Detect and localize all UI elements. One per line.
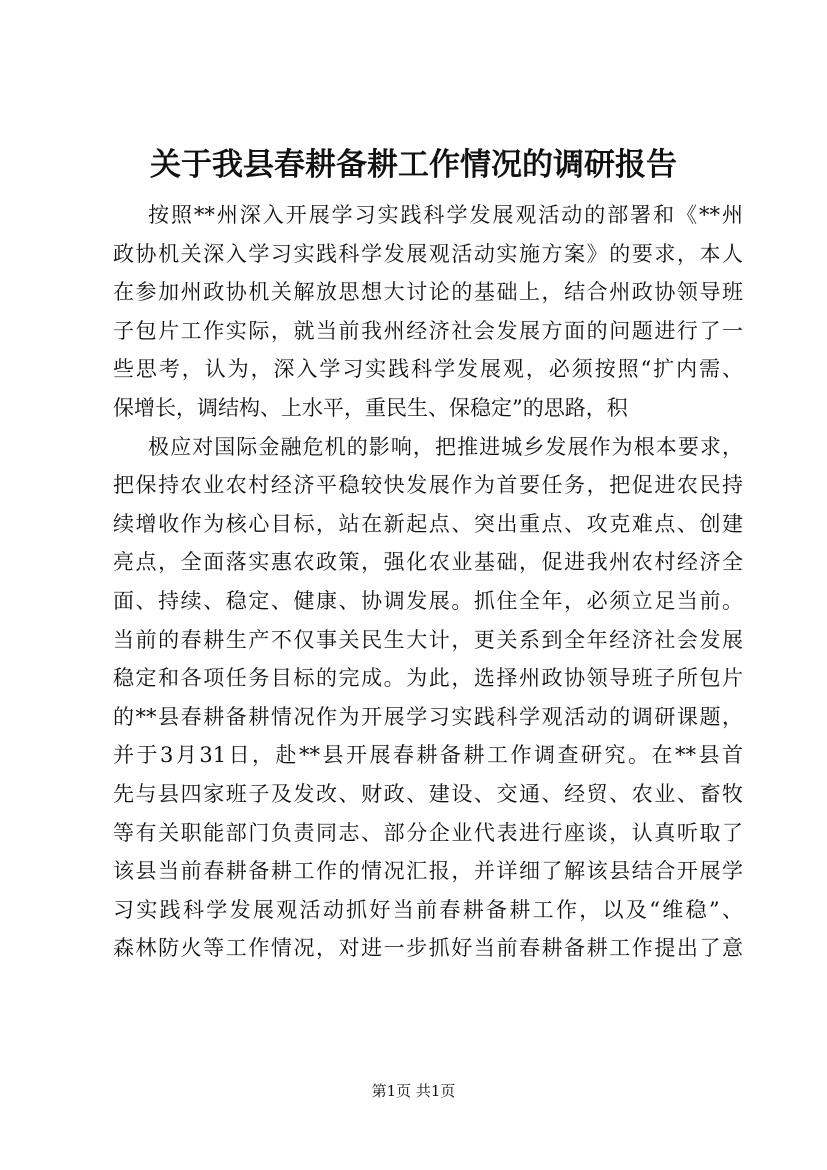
body-line: 保增长，调结构、上水平，重民生、保稳定”的思路，积 — [113, 395, 628, 420]
body-line: 等有关职能部门负责同志、部分企业代表进行座谈，认真听取了 — [113, 820, 743, 845]
body-line: 森林防火等工作情况，对进一步抓好当前春耕备耕工作提出了意 — [113, 936, 743, 961]
document-body — [113, 196, 743, 968]
body-line: 的**县春耕备耕情况作为开展学习实践科学观活动的调研课题， — [113, 704, 743, 729]
body-line: 极应对国际金融危机的影响，把推进城乡发展作为根本要求， — [148, 434, 743, 459]
document-title: 关于我县春耕备耕工作情况的调研报告 — [150, 147, 677, 183]
body-line: 并于3月31日，赴**县开展春耕备耕工作调查研究。在**县首 — [113, 743, 743, 768]
body-line: 面、持续、稳定、健康、协调发展。抓住全年，必须立足当前。 — [113, 588, 743, 613]
body-line: 把保持农业农村经济平稳较快发展作为首要任务，把促进农民持 — [113, 473, 743, 498]
body-line: 习实践科学发展观活动抓好当前春耕备耕工作，以及“维稳”、 — [113, 897, 743, 922]
body-line: 先与县四家班子及发改、财政、建设、交通、经贸、农业、畜牧 — [113, 781, 743, 806]
body-line: 亮点，全面落实惠农政策，强化农业基础，促进我州农村经济全 — [113, 550, 743, 575]
body-line: 稳定和各项任务目标的完成。为此，选择州政协领导班子所包片 — [113, 666, 743, 691]
body-line: 按照**州深入开展学习实践科学发展观活动的部署和《**州 — [148, 203, 743, 227]
body-line: 当前的春耕生产不仅事关民生大计，更关系到全年经济社会发展 — [113, 627, 743, 652]
page-number-footer: 第1页 共1页 — [371, 1082, 456, 1100]
body-line: 政协机关深入学习实践科学发展观活动实施方案》的要求，本人 — [113, 241, 743, 266]
body-line: 该县当前春耕备耕工作的情况汇报，并详细了解该县结合开展学 — [113, 859, 743, 884]
body-line: 在参加州政协机关解放思想大讨论的基础上，结合州政协领导班 — [113, 280, 743, 305]
body-line: 子包片工作实际，就当前我州经济社会发展方面的问题进行了一 — [113, 318, 743, 343]
body-line: 续增收作为核心目标，站在新起点、突出重点、攻克难点、创建 — [113, 511, 743, 536]
body-line: 些思考，认为，深入学习实践科学发展观，必须按照“扩内需、 — [113, 357, 743, 382]
